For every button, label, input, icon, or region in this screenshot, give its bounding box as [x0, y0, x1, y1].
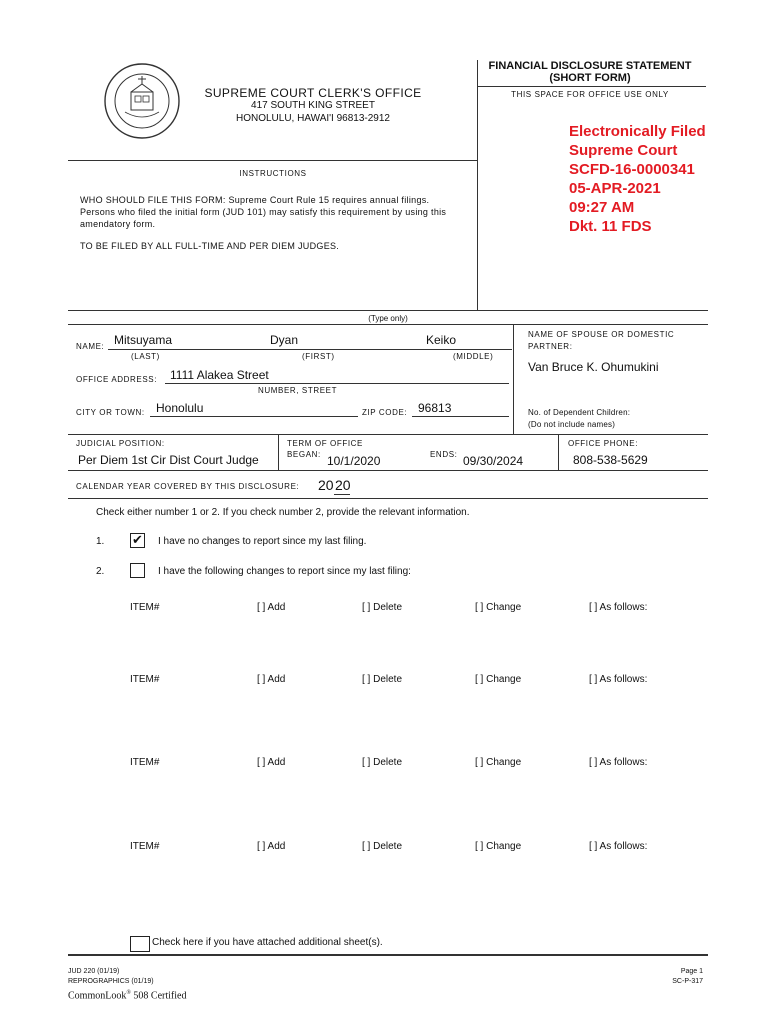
option-1-checkbox[interactable] [130, 533, 145, 548]
office-name: SUPREME COURT CLERK'S OFFICE [204, 86, 422, 100]
item-row [0, 757, 770, 771]
office-address-label: OFFICE ADDRESS: [76, 375, 158, 384]
option-1-number: 1. [96, 536, 105, 547]
section-rule-top [68, 310, 708, 311]
term-label: TERM OF OFFICE [287, 439, 363, 448]
spouse-label-2: PARTNER: [528, 342, 573, 351]
calendar-label: CALENDAR YEAR COVERED BY THIS DISCLOSURE: [76, 482, 300, 491]
add-option[interactable]: [ ] Add [257, 757, 286, 768]
form-title-line-1: FINANCIAL DISCLOSURE STATEMENT [488, 60, 692, 72]
option-2-number: 2. [96, 566, 105, 577]
office-address-value[interactable]: 1111 Alakea Street [170, 368, 269, 382]
delete-option[interactable]: [ ] Delete [362, 602, 403, 613]
item-label: ITEM# [130, 602, 160, 613]
delete-option[interactable]: [ ] Delete [362, 841, 403, 852]
add-option[interactable]: [ ] Add [257, 602, 286, 613]
office-address-1: 417 SOUTH KING STREET [251, 100, 375, 111]
reprographics: REPROGRAPHICS (01/19) [68, 978, 154, 985]
checkmark-icon: ✔ [132, 532, 143, 547]
spouse-value[interactable]: Van Bruce K. Ohumukini [528, 360, 659, 374]
dependents-label-2: (Do not include names) [528, 420, 616, 429]
commonlook-cert [68, 990, 186, 1001]
registered-mark: ® [126, 990, 131, 996]
position-bottom-rule [68, 470, 708, 471]
position-divider [278, 434, 279, 470]
city-label: CITY OR TOWN: [76, 408, 145, 417]
began-label: BEGAN: [287, 450, 321, 459]
stamp-line-5: 09:27 AM [569, 199, 635, 216]
item-row [0, 602, 770, 616]
type-only-note: (Type only) [368, 314, 408, 323]
efiling-stamp [569, 122, 714, 236]
office-use-divider [477, 60, 478, 310]
office-use-rule [478, 86, 706, 87]
attached-sheets-checkbox[interactable] [130, 936, 150, 952]
instructions-title: INSTRUCTIONS [239, 169, 307, 178]
form-title-line-2: (SHORT FORM) [549, 72, 631, 84]
check-instruction: Check either number 1 or 2. If you check number 2, provide the relevant information. [96, 507, 470, 518]
court-seal [103, 62, 181, 140]
last-label: (LAST) [131, 352, 160, 361]
add-option[interactable]: [ ] Add [257, 674, 286, 685]
phone-divider [558, 434, 559, 470]
as-follows-option[interactable]: [ ] As follows: [589, 674, 648, 685]
item-row [0, 674, 770, 688]
as-follows-option[interactable]: [ ] As follows: [589, 757, 648, 768]
attached-sheets-label: Check here if you have attached additional sheet(s). [152, 937, 383, 948]
instructions-who-2: Persons who filed the initial form (JUD 101) may satisfy this requirement by using this [80, 207, 447, 217]
stamp-line-4: 05-APR-2021 [569, 180, 661, 197]
change-option[interactable]: [ ] Change [475, 602, 522, 613]
commonlook-name: CommonLook [68, 990, 127, 1002]
city-underline[interactable] [150, 416, 358, 417]
zip-label: ZIP CODE: [362, 408, 408, 417]
instructions-who-3: amendatory form. [80, 219, 156, 229]
number-street-label: NUMBER, STREET [258, 386, 338, 395]
instructions-filed-by: TO BE FILED BY ALL FULL-TIME AND PER DIEM JUDGES. [80, 241, 340, 251]
item-label: ITEM# [130, 757, 160, 768]
item-label: ITEM# [130, 674, 160, 685]
office-use-label: THIS SPACE FOR OFFICE USE ONLY [511, 90, 669, 99]
form-title [478, 60, 702, 84]
page-number: Page 1 [680, 968, 703, 975]
zip-underline[interactable] [412, 416, 509, 417]
calendar-value[interactable]: 20 [335, 477, 351, 493]
office-phone-value[interactable]: 808-538-5629 [573, 453, 648, 467]
judicial-position-label: JUDICIAL POSITION: [76, 439, 165, 448]
option-1-label: I have no changes to report since my last filing. [158, 536, 367, 547]
change-option[interactable]: [ ] Change [475, 757, 522, 768]
dependents-label-1: No. of Dependent Children: [528, 408, 631, 417]
add-option[interactable]: [ ] Add [257, 841, 286, 852]
change-option[interactable]: [ ] Change [475, 841, 522, 852]
as-follows-option[interactable]: [ ] As follows: [589, 841, 648, 852]
calendar-bottom-rule [68, 498, 708, 499]
spouse-label-1: NAME OF SPOUSE OR DOMESTIC [528, 330, 675, 339]
stamp-line-2: Supreme Court [569, 142, 678, 159]
item-row [0, 841, 770, 855]
middle-label: (MIDDLE) [453, 352, 494, 361]
stamp-line-3: SCFD-16-0000341 [569, 161, 695, 178]
last-name-value[interactable]: Mitsuyama [114, 333, 173, 347]
calendar-underline[interactable] [334, 494, 350, 495]
as-follows-option[interactable]: [ ] As follows: [589, 602, 648, 613]
judicial-position-value[interactable]: Per Diem 1st Cir Dist Court Judge [78, 453, 259, 467]
calendar-prefix: 20 [318, 477, 334, 493]
option-2-checkbox[interactable] [130, 563, 145, 578]
ends-label: ENDS: [430, 450, 458, 459]
middle-name-value[interactable]: Keiko [426, 333, 457, 347]
section-rule-2 [68, 324, 708, 325]
office-address-underline[interactable] [165, 383, 509, 384]
city-value[interactable]: Honolulu [156, 401, 204, 415]
seal-icon [103, 62, 181, 140]
form-number: JUD 220 (01/19) [68, 968, 120, 975]
item-label: ITEM# [130, 841, 160, 852]
position-top-rule [68, 434, 708, 435]
spouse-divider [513, 324, 514, 434]
office-phone-label: OFFICE PHONE: [568, 439, 639, 448]
began-value[interactable]: 10/1/2020 [327, 454, 381, 468]
commonlook-tail: 508 Certified [130, 990, 187, 1002]
first-label: (FIRST) [302, 352, 335, 361]
first-name-value[interactable]: Dyan [270, 333, 299, 347]
ends-value[interactable]: 09/30/2024 [463, 454, 524, 468]
stamp-line-1: Electronically Filed [569, 123, 706, 140]
zip-value[interactable]: 96813 [418, 401, 452, 415]
instructions-who-1: WHO SHOULD FILE THIS FORM: Supreme Court Rule 15 requires annual filings. [80, 195, 430, 205]
office-address-2: HONOLULU, HAWAI'I 96813-2912 [235, 113, 390, 124]
delete-option[interactable]: [ ] Delete [362, 757, 403, 768]
change-option[interactable]: [ ] Change [475, 674, 522, 685]
name-underline[interactable] [108, 349, 512, 350]
form-code: SC-P-317 [672, 978, 703, 985]
stamp-line-6: Dkt. 11 FDS [569, 218, 652, 235]
footer-rule [68, 954, 708, 956]
name-label: NAME: [76, 342, 105, 351]
instructions-top-rule [68, 160, 478, 161]
option-2-label: I have the following changes to report since my last filing: [158, 566, 411, 577]
delete-option[interactable]: [ ] Delete [362, 674, 403, 685]
